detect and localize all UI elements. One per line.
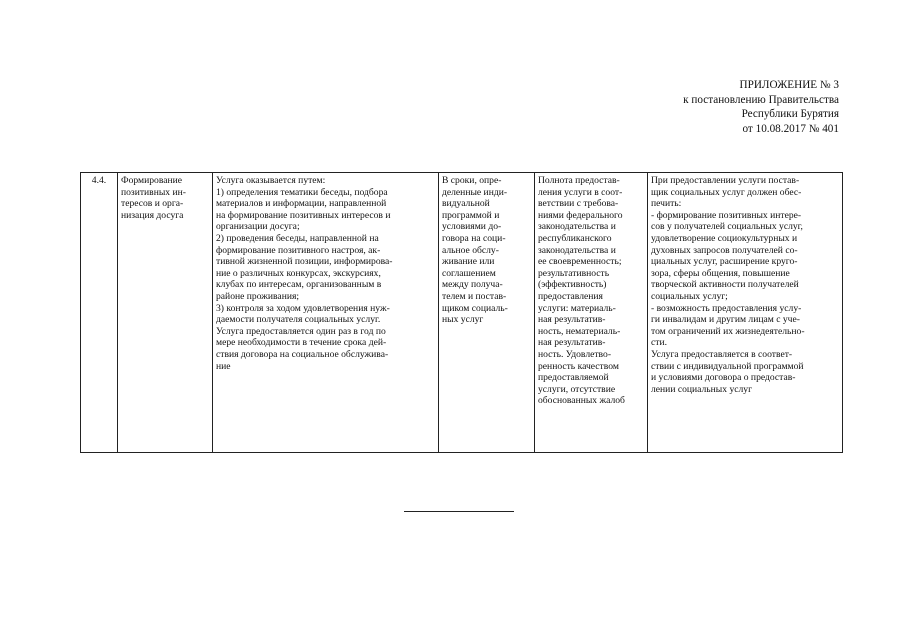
cell-text-line: ствии с индивидуальной программой [651, 360, 804, 372]
cell-text-line: ее своевременность; [538, 256, 622, 268]
cell-text-line: щик социальных услуг должен обес- [651, 186, 802, 198]
cell-text-line: законодательства и [538, 244, 616, 256]
cell-text-line: (эффективность) [538, 279, 607, 291]
cell-text-line: мере необходимости в течение срока дей- [216, 337, 387, 349]
cell-text-line: печить: [651, 198, 682, 210]
cell-text-line: том ограничений их жизнедеятельно- [651, 325, 805, 337]
cell-text-line: программой и [442, 209, 500, 221]
cell-text-line: - формирование позитивных интере- [651, 209, 802, 221]
appendix-header [683, 78, 839, 136]
table-row [81, 173, 843, 453]
cell-text-line: видуальной [442, 198, 490, 210]
cell-text-line: услуги: материаль- [538, 302, 616, 314]
cell-text-line: предоставляемой [538, 372, 609, 384]
cell-text-line: ная результатив- [538, 337, 606, 349]
cell-text-line: ных услуг [442, 314, 484, 326]
cell-text-line: живание или [442, 256, 495, 268]
cell-text-line: условиями до- [442, 221, 502, 233]
cell-text-line: ние [216, 360, 231, 372]
cell-text-line: Услуга предоставляется один раз в год по [216, 325, 386, 337]
cell-text-line: ветствии с требова- [538, 198, 619, 210]
appendix-date-number: от 10.08.2017 № 401 [742, 122, 839, 135]
cell-text-line: альное обслу- [442, 244, 499, 256]
cell-text-line: Услуга предоставляется в соответ- [651, 348, 793, 360]
cell-text-line: организации досуга; [216, 221, 300, 233]
cell-text-line: В сроки, опре- [442, 175, 502, 186]
cell-text-line: обоснованных жалоб [538, 395, 625, 407]
cell-text-line: 2) проведения беседы, направленной на [216, 232, 379, 244]
cell-text-line: формирование позитивного настроя, ак- [216, 244, 381, 256]
cell-text-line: материалов и информации, направленной [216, 198, 387, 210]
services-table [80, 172, 843, 453]
cell-text-line: тивной жизненной позиции, информирова- [216, 256, 393, 268]
cell-text-line: 3) контроля за ходом удовлетворения нуж- [216, 302, 390, 314]
cell-text-line: щиком социаль- [442, 302, 508, 314]
cell-text-line: говора на соци- [442, 232, 506, 244]
appendix-republic: Республики Бурятия [741, 108, 839, 121]
cell-text-line: 1) определения тематики беседы, подбора [216, 186, 388, 198]
cell-text-line: результативность [538, 267, 610, 279]
service-name-cell [118, 173, 213, 453]
quality-indicators-cell [535, 173, 648, 453]
cell-text-line: тересов и орга- [121, 198, 184, 210]
cell-text-line: удовлетворение социокультурных и [651, 232, 798, 244]
footer-divider [404, 511, 514, 512]
cell-text-line: соглашением [442, 267, 496, 279]
cell-text-line: сов у получателей социальных услуг, [651, 221, 803, 233]
cell-text-line: творческой активности получателей [651, 279, 799, 291]
service-terms-cell [439, 173, 535, 453]
cell-text-line: сти. [651, 337, 667, 349]
cell-text-line: ренность качеством [538, 360, 619, 372]
cell-text-line: лении социальных услуг [651, 383, 753, 395]
cell-text-line: духовных запросов получателей со- [651, 244, 798, 256]
cell-text-line: низация досуга [121, 209, 184, 221]
cell-text-line: законодательства и [538, 221, 616, 233]
cell-text-line: республиканского [538, 232, 612, 244]
cell-text-line: социальных услуг; [651, 290, 728, 302]
cell-text-line: районе проживания; [216, 290, 300, 302]
cell-text-line: зора, сферы общения, повышение [651, 267, 790, 279]
cell-text-line: услуги, отсутствие [538, 383, 616, 395]
appendix-resolution-ref: к постановлению Правительства [683, 93, 839, 106]
cell-text-line: ствия договора на социальное обслужива- [216, 348, 389, 360]
cell-text-line: предоставления [538, 290, 603, 302]
service-number-cell [81, 173, 118, 453]
cell-text-line: даемости получателя социальных услуг. [216, 314, 381, 326]
cell-text-line: циальных услуг, расширение круго- [651, 256, 798, 268]
cell-text-line: Услуга оказывается путем: [216, 175, 326, 186]
cell-text-line: - возможность предоставления услу- [651, 302, 802, 314]
cell-text-line: Формирование позитивных ин- [121, 175, 186, 198]
cell-text-line: телем и постав- [442, 290, 507, 302]
cell-text-line: между получа- [442, 279, 503, 291]
cell-text-line: ность. Удовлетво- [538, 348, 612, 360]
service-conditions-cell [648, 173, 843, 453]
service-number: 4.4. [91, 175, 107, 186]
cell-text-line: ления услуги в соот- [538, 186, 623, 198]
service-content-cell [213, 173, 439, 453]
cell-text-line: клубах по интересам, организованным в [216, 279, 382, 291]
cell-text-line: деленные инди- [442, 186, 508, 198]
cell-text-line: При предоставлении услуги постав- [651, 175, 800, 186]
cell-text-line: ниями федерального [538, 209, 623, 221]
cell-text-line: ная результатив- [538, 314, 606, 326]
appendix-title: ПРИЛОЖЕНИЕ № 3 [739, 79, 839, 91]
cell-text-line: ние о различных конкурсах, экскурсиях, [216, 267, 381, 279]
cell-text-line: и условиями договора о предостав- [651, 372, 796, 384]
cell-text-line: на формирование позитивных интересов и [216, 209, 391, 221]
cell-text-line: ность, нематериаль- [538, 325, 621, 337]
cell-text-line: ги инвалидам и другим лицам с уче- [651, 314, 800, 326]
cell-text-line: Полнота предостав- [538, 175, 620, 186]
